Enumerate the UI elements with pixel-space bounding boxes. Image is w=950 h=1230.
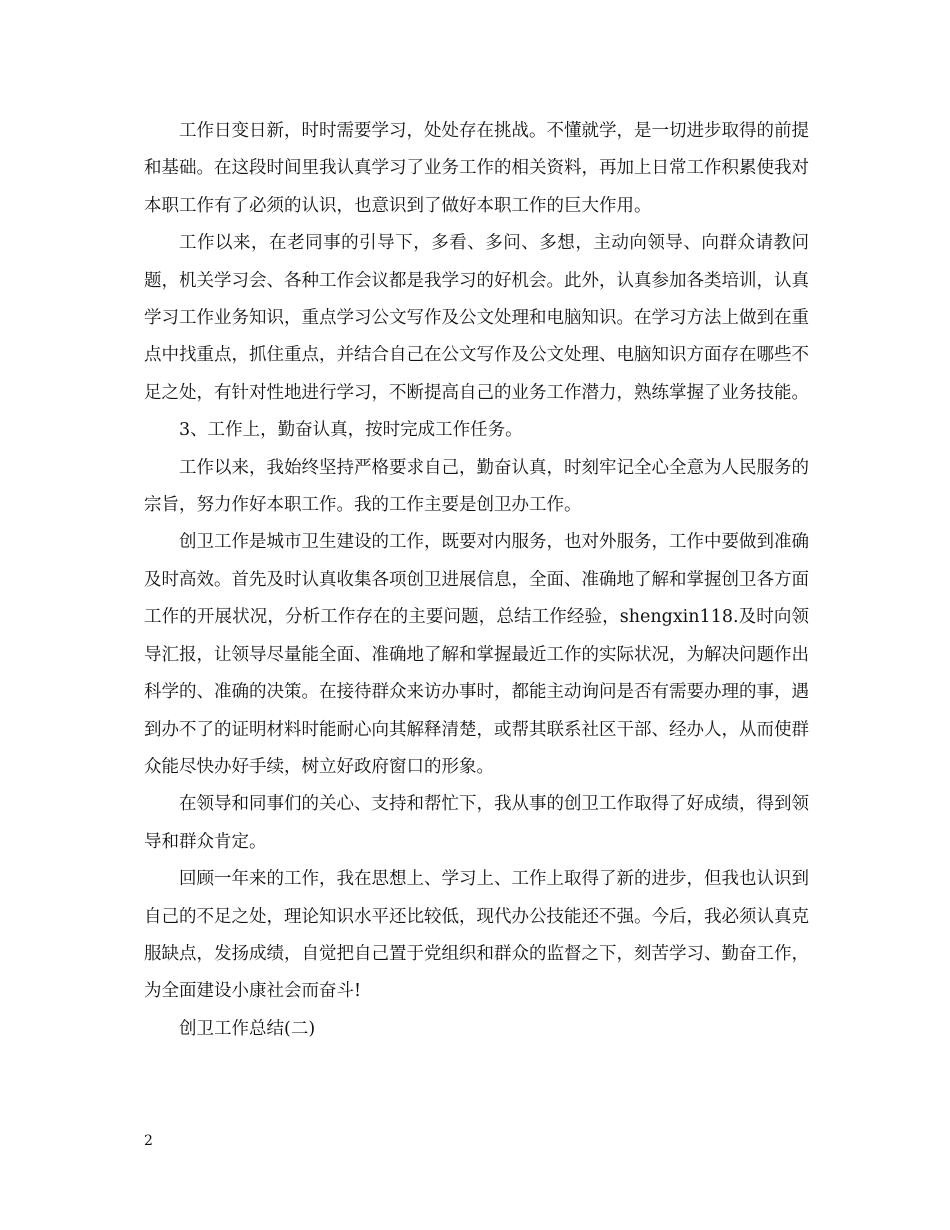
paragraph-achievements: 在领导和同事们的关心、支持和帮忙下，我从事的创卫工作取得了好成绩，得到领导和群众肯定。: [144, 794, 809, 852]
paragraph-sanitation-work: 创卫工作是城市卫生建设的工作，既要对内服务，也对外服务，工作中要做到准确及时高效。首先及时认真收集各项创卫进展信息，全面、准确地了解和掌握创卫各方面工作的开展状况，分析工作存在的主要问题，总结工作经验，shengxin118.及时向领导汇报，让领导尽量能全面、准确地了解和掌握最近工作的实际状况，为解决问题作出科学的、准确的决策。在接待群众来访办事时，都能主动询问是否有需要办理的事，遇到办不了的证明材料时能耐心向其解释清楚，或帮其联系社区干部、经办人，从而使群众能尽快办好手续，树立好政府窗口的形象。: [144, 532, 809, 777]
paragraph-work-attitude: 工作以来，我始终坚持严格要求自己，勤奋认真，时刻牢记全心全意为人民服务的宗旨，努力作好本职工作。我的工作主要是创卫办工作。: [144, 457, 809, 516]
page-number: 2: [144, 1133, 153, 1149]
section-heading-work-diligence: 3、工作上，勤奋认真，按时完成工作任务。: [179, 420, 523, 441]
section-title-summary-two: 创卫工作总结(二): [179, 1018, 316, 1039]
paragraph-learning-methods: 工作以来，在老同事的引导下，多看、多问、多想，主动向领导、向群众请教问题，机关学习会、各种工作会议都是我学习的好机会。此外，认真参加各类培训，认真学习工作业务知识，重点学习公文写作及公文处理和电脑知识。在学习方法上做到在重点中找重点，抓住重点，并结合自己在公文写作及公文处理、电脑知识方面存在哪些不足之处，有针对性地进行学习，不断提高自己的业务工作潜力，熟练掌握了业务技能。: [144, 233, 809, 403]
paragraph-learning-challenge: 工作日变日新，时时需要学习，处处存在挑战。不懂就学，是一切进步取得的前提和基础。在这段时间里我认真学习了业务工作的相关资料，再加上日常工作积累使我对本职工作有了必须的认识，也意识到了做好本职工作的巨大作用。: [144, 121, 809, 216]
document-body: [144, 113, 809, 1048]
paragraph-review-and-outlook: 回顾一年来的工作，我在思想上、学习上、工作上取得了新的进步，但我也认识到自己的不足之处，理论知识水平还比较低，现代办公技能还不强。今后，我必须认真克服缺点，发扬成绩，自觉把自己置于党组织和群众的监督之下，刻苦学习、勤奋工作，为全面建设小康社会而奋斗!: [144, 869, 809, 1002]
